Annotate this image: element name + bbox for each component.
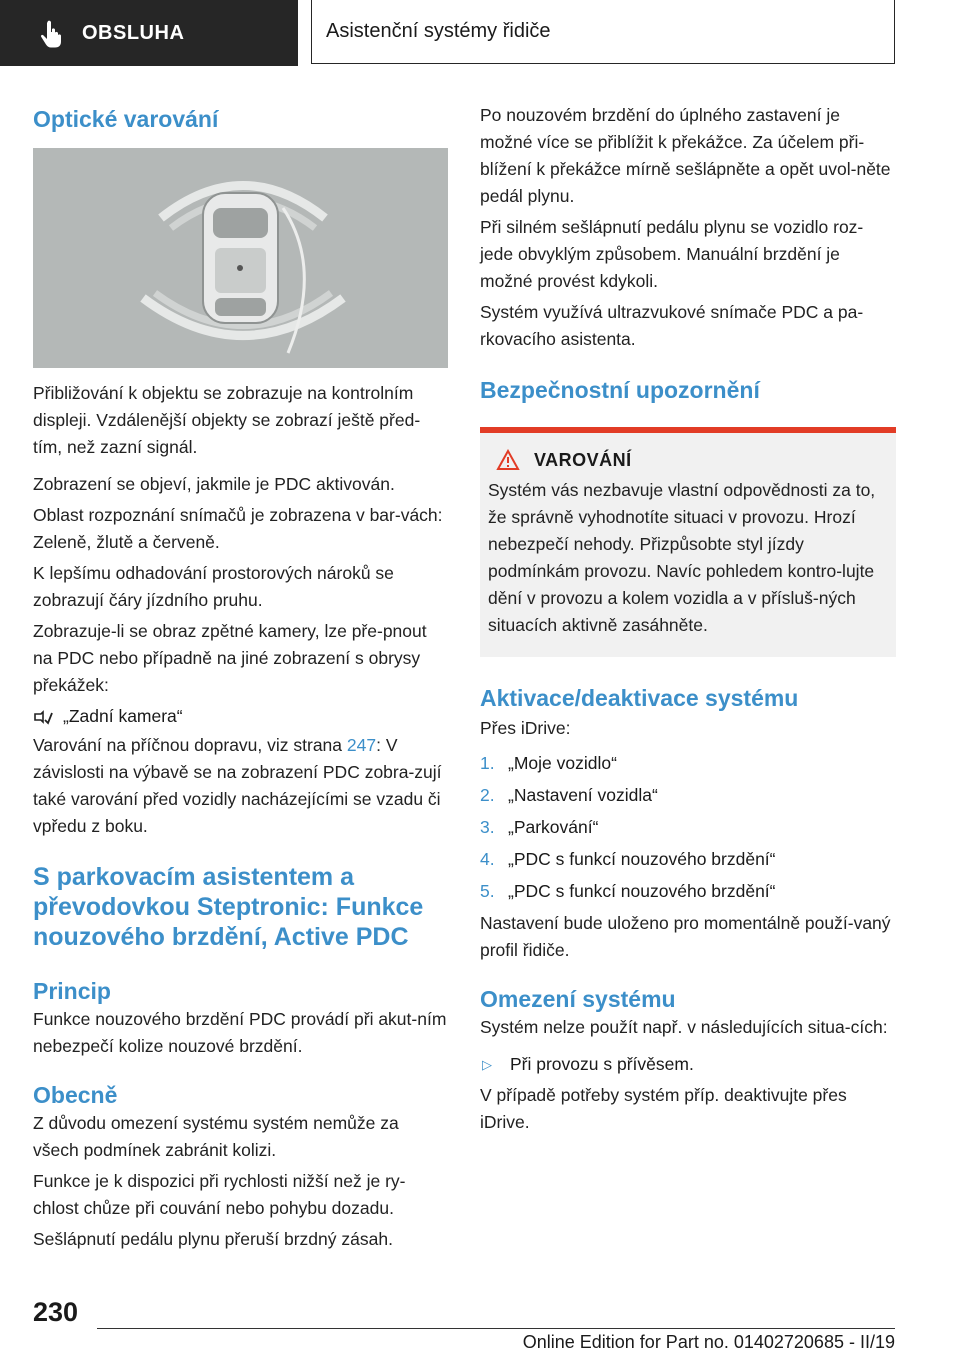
car-sensor-illustration	[33, 148, 448, 368]
step-text: „PDC s funkcí nouzového brzdění“	[508, 881, 776, 901]
rear-camera-icon	[33, 708, 53, 726]
step-text: „Moje vozidlo“	[508, 753, 617, 773]
step-text: „Nastavení vozidla“	[508, 785, 658, 805]
section-title: OBSLUHA	[82, 21, 185, 44]
step-number: 2.	[480, 785, 495, 805]
list-item	[480, 750, 896, 777]
paragraph: K lepšímu odhadování prostorových nároků se zobrazují čáry jízdního pruhu.	[33, 563, 394, 610]
hand-pointer-icon	[36, 17, 68, 49]
camera-item	[33, 703, 448, 730]
chapter-tab	[311, 0, 895, 64]
step-number: 3.	[480, 817, 495, 837]
paragraph: Přes iDrive:	[480, 718, 571, 738]
camera-item-label: „Zadní kamera“	[63, 706, 183, 726]
heading-general: Obecně	[33, 1082, 118, 1108]
paragraph: Systém využívá ultrazvukové snímače PDC a pa-rkovacího asistenta.	[480, 302, 864, 349]
step-number: 1.	[480, 753, 495, 773]
warning-header	[488, 449, 888, 471]
page-link[interactable]: 247	[346, 735, 377, 755]
paragraph: Systém nelze použít např. v následujících situa-cích:	[480, 1017, 888, 1037]
text: : V závislosti na výbavě se na zobrazení PDC zobra-zují také varování před vozidly nacházejícími se vzadu či vpředu z boku.	[33, 735, 442, 836]
warning-triangle-icon	[496, 449, 520, 471]
edition-note: Online Edition for Part no. 01402720685 - II/19	[522, 1332, 895, 1352]
right-column	[480, 102, 896, 1136]
warning-box	[480, 427, 896, 657]
list-item	[480, 846, 896, 873]
page-number: 230	[33, 1297, 79, 1327]
heading-activation: Aktivace/deaktivace systému	[480, 685, 799, 711]
bullet-text: Při provozu s přívěsem.	[510, 1054, 694, 1074]
paragraph: V případě potřeby systém příp. deaktivujte přes iDrive.	[480, 1085, 847, 1132]
paragraph	[33, 732, 448, 840]
step-text: „Parkování“	[508, 817, 599, 837]
step-number: 4.	[480, 849, 495, 869]
left-column	[33, 96, 448, 1253]
paragraph: Přibližování k objektu se zobrazuje na kontrolním displeji. Vzdálenější objekty se zobrazí ještě před-tím, než zazní signál.	[33, 383, 421, 457]
list-item	[480, 814, 896, 841]
warning-title: VAROVÁNÍ	[534, 449, 632, 470]
paragraph: Oblast rozpoznání snímačů je zobrazena v bar-vách: Zeleně, žlutě a červeně.	[33, 505, 443, 552]
triangle-bullet-icon: ▷	[482, 1057, 492, 1072]
pdc-illustration	[33, 148, 448, 368]
heading-limits: Omezení systému	[480, 986, 676, 1012]
paragraph: Při silném sešlápnutí pedálu plynu se vozidlo roz-jede obvyklým způsobem. Manuální brzdění je možné provést kdykoli.	[480, 217, 864, 291]
text: Varování na příčnou dopravu, viz strana	[33, 735, 347, 755]
paragraph: Funkce je k dispozici při rychlosti nižší než je ry-chlost chůze při couvání nebo pohybu dozadu.	[33, 1171, 406, 1218]
section-tab	[0, 0, 298, 66]
heading-principle: Princip	[33, 978, 111, 1004]
warning-text: Systém vás nezbavuje vlastní odpovědnosti za to, že správně vyhodnotíte situaci v provozu. Hrozí nebezpečí nehody. Přizpůsobte styl jízdy podmínkám provozu. Navíc pohledem kontro-lujte dění v provozu a kolem vozidla a v přísluš-ných situacích aktivně zasáhněte.	[488, 480, 876, 635]
paragraph: Z důvodu omezení systému systém nemůže za všech podmínek zabránit kolizi.	[33, 1113, 399, 1160]
paragraph: Funkce nouzového brzdění PDC provádí při akut-ním nebezpečí kolize nouzové brzdění.	[33, 1009, 447, 1056]
paragraph: Zobrazuje-li se obraz zpětné kamery, lze pře-pnout na PDC nebo případně na jiné zobrazení s obrysy překážek:	[33, 621, 427, 695]
heading-optical-warning: Optické varování	[33, 106, 219, 132]
paragraph: Sešlápnutí pedálu plynu přeruší brzdný zásah.	[33, 1229, 393, 1249]
step-text: „PDC s funkcí nouzového brzdění“	[508, 849, 776, 869]
heading-safety: Bezpečnostní upozornění	[480, 377, 760, 403]
steps-list	[480, 750, 896, 905]
chapter-title: Asistenční systémy řidiče	[326, 20, 551, 42]
footer-divider	[97, 1328, 895, 1329]
paragraph: Nastavení bude uloženo pro momentálně použí-vaný profil řidiče.	[480, 913, 891, 960]
list-item	[480, 878, 896, 905]
list-item	[480, 1051, 896, 1078]
paragraph: Po nouzovém brzdění do úplného zastavení je možné více se přiblížit k překážce. Za účelem při-blížení k překážce mírně sešlápněte a opět uvol-něte pedál plynu.	[480, 105, 891, 206]
heading-emergency-braking: S parkovacím asistentem a převodovkou Steptronic: Funkce nouzového brzdění, Active PDC	[33, 863, 424, 951]
step-number: 5.	[480, 881, 495, 901]
paragraph: Zobrazení se objeví, jakmile je PDC aktivován.	[33, 474, 395, 494]
list-item	[480, 782, 896, 809]
page-header	[0, 0, 960, 66]
